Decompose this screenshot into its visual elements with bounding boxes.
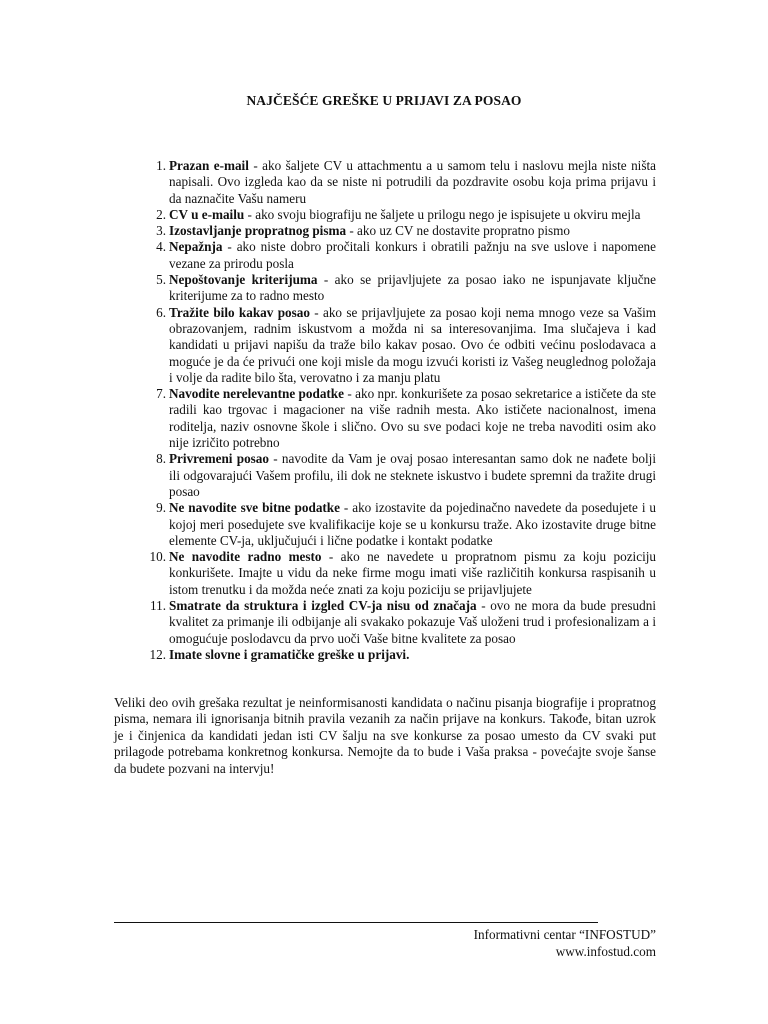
list-item	[156, 386, 656, 451]
list-item	[149, 646, 656, 663]
list-item-text: - ako npr. konkurišete za posao sekretarice a ističete da ste radili kao trgovac i magacioner na više radnih mesta. Ako ističete nacionalnost, imena roditelja, naziv osnovne škole i slično. Ovo su sve podaci koje ne treba navoditi osim ako nije izričito potrebno	[169, 386, 656, 451]
list-item-number: 7.	[156, 386, 166, 402]
list-item-heading: Imate slovne i gramatičke greške u prijavi.	[169, 646, 410, 662]
list-item-heading: Nepoštovanje kriterijuma	[169, 272, 318, 288]
list-item-number: 2.	[156, 206, 166, 222]
list-item-heading: Prazan e-mail	[169, 158, 249, 173]
footer-website: www.infostud.com	[555, 944, 656, 959]
list-item	[156, 272, 656, 305]
list-item-text: - ovo ne mora da bude presudni kvalitet za primanje ili odbijanje ali svakako pokazuje Vaš uloženi trud i profesionalizam a i omogućuje poslodavcu da prvo uoči Vaše bitne kvalitete za posao	[169, 598, 657, 646]
list-item-heading: CV u e-mailu	[169, 206, 245, 222]
list-item	[150, 598, 657, 647]
list-item-heading: Ne navodite radno mesto	[169, 549, 322, 565]
list-item-number: 8.	[156, 451, 166, 467]
mistakes-list	[149, 158, 657, 663]
list-item-text: - ako uz CV ne dostavite propratno pismo	[346, 223, 570, 239]
list-item	[149, 549, 656, 598]
list-item-text: - ako niste dobro pročitali konkurs i obratili pažnju na sve uslove i napomene vezane za prirodu posla	[169, 239, 656, 271]
list-item	[156, 451, 657, 500]
list-item-heading: Privremeni posao	[169, 451, 269, 467]
list-item-text: - ako svoju biografiju ne šaljete u prilogu nego je ispisujete u okviru mejla	[244, 206, 641, 222]
list-item-number: 1.	[156, 158, 166, 173]
list-item-heading: Nepažnja	[169, 239, 223, 255]
list-item	[156, 500, 656, 549]
list-item-text: - ako se prijavljujete za posao koji nema mnogo veze sa Vašim obrazovanjem, radnim iskustvom a možda ni sa interesovanjima. Ima slučajeva i kad kandidati u prijavi napišu da traže bilo kakav posao. Ovo će odbiti većinu poslodavaca a moguće je da će privući one koji misle da mogu izvući koristi iz Vašeg neuglednog položaja i volje da radite bilo šta, verovatno i za manju platu	[169, 304, 656, 385]
list-item-heading: Izostavljanje propratnog pisma	[169, 223, 347, 239]
list-item-heading: Smatrate da struktura i izgled CV-ja nisu od značaja	[169, 598, 477, 614]
list-item	[156, 158, 656, 207]
list-item-heading: Navodite nerelevantne podatke	[169, 386, 344, 402]
list-item-number: 9.	[156, 500, 166, 516]
list-item	[156, 223, 656, 239]
list-item-number: 4.	[156, 239, 166, 255]
list-item-heading: Ne navodite sve bitne podatke	[169, 500, 340, 516]
document-title: NAJČEŠĆE GREŠKE U PRIJAVI ZA POSAO	[246, 93, 522, 108]
list-item-heading: Tražite bilo kakav posao	[169, 304, 310, 320]
list-item	[156, 304, 656, 386]
list-item-text: - navodite da Vam je ovaj posao interesantan samo dok ne nađete bolji ili odgovarajući Vašem profilu, ili dok ne steknete iskustvo i budete spremni da tražite drugi posao	[169, 451, 657, 499]
list-item-text: - ako ne navedete u propratnom pismu za koju poziciju konkurišete. Imajte u vidu da neke firme mogu imati više različitih konkursa raspisanih u istom trenutku i da možda neće znati za koju poziciju se prijavljujete	[169, 549, 656, 597]
footer-organization: Informativni centar “INFOSTUD”	[473, 927, 656, 942]
list-item-number: 10.	[149, 549, 166, 565]
list-item-number: 11.	[150, 598, 166, 614]
footer-divider	[114, 922, 598, 923]
list-item	[156, 206, 656, 223]
list-item-number: 6.	[156, 304, 166, 320]
list-item-number: 3.	[156, 223, 166, 239]
list-item	[156, 239, 656, 272]
list-item-text: - ako šaljete CV u attachmentu a u samom telu i naslovu mejla niste ništa napisali. Ovo izgleda kao da se niste ni potrudili da pozdravite osobu koja prima prijavu i da naznačite Vašu nameru	[169, 158, 656, 206]
list-item-text: - ako izostavite da pojedinačno navedete da posedujete i u kojoj meri posedujete sve kvalifikacije koje se u konkursu traže. Ako izostavite druge bitne elemente CV-ja, uključujući i lične podatke i kontakt podatke	[169, 500, 656, 548]
list-item-number: 12.	[149, 646, 166, 662]
list-item-text: - ako se prijavljujete za posao iako ne ispunjavate ključne kriterijume za to radno mesto	[169, 272, 656, 304]
list-item-number: 5.	[156, 272, 166, 288]
closing-paragraph: Veliki deo ovih grešaka rezultat je neinformisanosti kandidata o načinu pisanja biografije i propratnog pisma, nemara ili ignorisanja bitnih pravila vezanih za način prijave na konkurs. Takođe, bitan uzrok je i činjenica da kandidati jedan isti CV šalju na sve konkurse za posao umesto da CV svaki put prilagode potrebama konkretnog konkursa. Nemojte da to bude i Vaša praksa - povećajte svoje šanse da budete pozvani na intervju!	[114, 695, 656, 776]
